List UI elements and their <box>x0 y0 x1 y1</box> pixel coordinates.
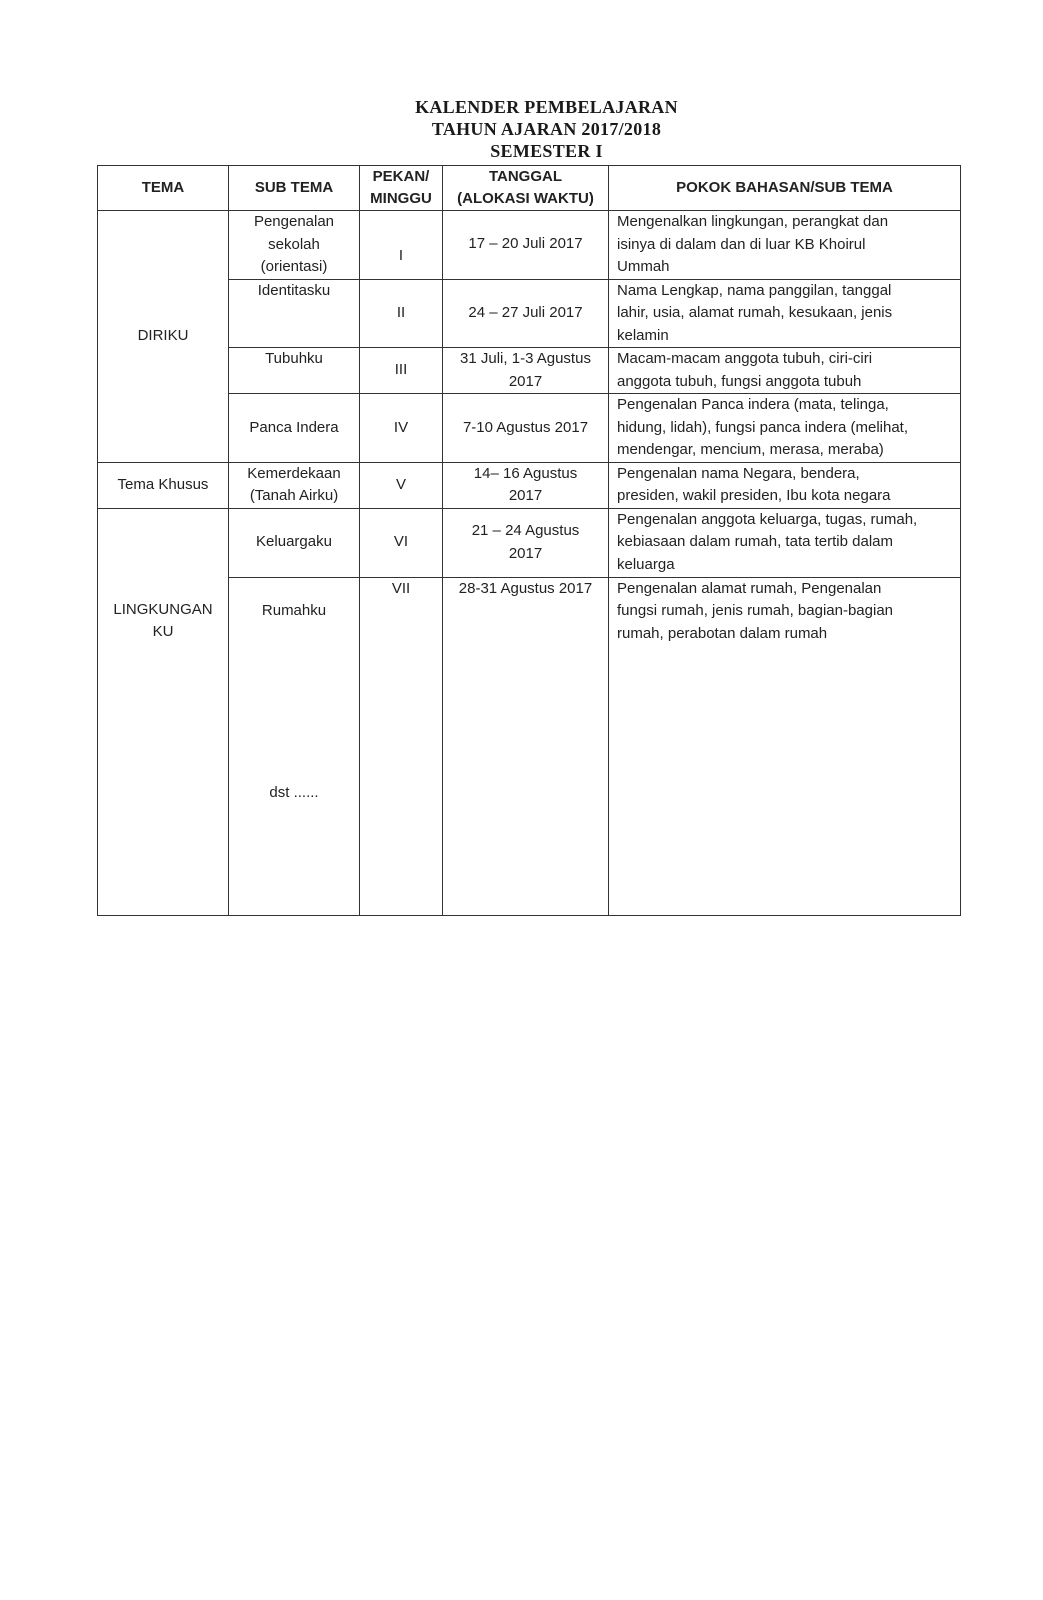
pokok-line: mendengar, mencium, merasa, meraba) <box>617 441 884 458</box>
pokok-line: Mengenalkan lingkungan, perangkat dan <box>617 213 889 230</box>
pokok-cell <box>609 577 961 915</box>
pokok-line: hidung, lidah), fungsi panca indera (melihat, <box>617 418 909 436</box>
pokok-cell <box>609 348 961 394</box>
sub-tema-cell <box>229 348 360 394</box>
pokok-cell <box>609 279 961 348</box>
sub-tema-line: Tubuhku <box>265 350 323 367</box>
pekan-cell: I <box>360 211 443 280</box>
header-pokok: POKOK BAHASAN/SUB TEMA <box>609 166 961 211</box>
pokok-cell <box>609 394 961 463</box>
sub-tema-line: sekolah <box>268 235 320 253</box>
calendar-table <box>97 165 961 916</box>
pokok-line: Pengenalan alamat rumah, Pengenalan <box>617 579 882 597</box>
sub-tema-cell <box>229 462 360 508</box>
tanggal-line: 7-10 Agustus 2017 <box>462 418 589 436</box>
title-line-3: SEMESTER I <box>490 141 603 161</box>
tanggal-cell <box>443 508 609 577</box>
pokok-line: kebiasaan dalam rumah, tata tertib dalam <box>617 533 893 550</box>
header-tanggal-line-2: (ALOKASI WAKTU) <box>457 190 594 207</box>
pekan-cell: II <box>360 279 443 348</box>
sub-tema-cell <box>229 394 360 463</box>
pokok-line: anggota tubuh, fungsi anggota tubuh <box>617 372 862 390</box>
tanggal-cell <box>443 211 609 280</box>
tanggal-cell <box>443 348 609 394</box>
sub-tema-cell <box>229 279 360 348</box>
tanggal-line: 14– 16 Agustus <box>473 464 578 482</box>
pekan-cell: V <box>360 462 443 508</box>
sub-tema-continuation: dst ...... <box>269 784 319 801</box>
table-row <box>98 462 961 508</box>
header-row <box>98 166 961 211</box>
pokok-cell <box>609 508 961 577</box>
header-pekan-line-1: PEKAN/ <box>372 168 430 185</box>
tanggal-line: 31 Juli, 1-3 Agustus <box>460 350 591 367</box>
header-pekan-line-2: MINGGU <box>370 190 432 207</box>
pekan-cell: IV <box>360 394 443 463</box>
pokok-cell <box>609 462 961 508</box>
tema-lingkungan <box>98 508 229 915</box>
tema-diriku: DIRIKU <box>98 211 229 463</box>
header-tanggal <box>443 166 609 211</box>
title-line-2: TAHUN AJARAN 2017/2018 <box>431 119 662 139</box>
tanggal-line: 17 – 20 Juli 2017 <box>468 235 583 252</box>
pokok-line: rumah, perabotan dalam rumah <box>617 624 828 642</box>
sub-tema-line: Rumahku <box>261 601 327 619</box>
pokok-line: fungsi rumah, jenis rumah, bagian-bagian <box>617 602 893 619</box>
pokok-line: Pengenalan anggota keluarga, tugas, rumah, <box>617 510 918 528</box>
sub-tema-line: Panca Indera <box>249 418 339 436</box>
pekan-cell: VII <box>360 577 443 915</box>
tema-khusus: Tema Khusus <box>98 462 229 508</box>
pokok-cell <box>609 211 961 280</box>
header-tema: TEMA <box>98 166 229 211</box>
tanggal-cell <box>443 462 609 508</box>
header-sub-tema: SUB TEMA <box>229 166 360 211</box>
sub-tema-line: (orientasi) <box>260 258 328 275</box>
pekan-cell: III <box>360 348 443 394</box>
title-line-1: KALENDER PEMBELAJARAN <box>415 97 678 117</box>
pokok-line: Pengenalan Panca indera (mata, telinga, <box>617 396 889 413</box>
tanggal-cell <box>443 577 609 915</box>
sub-tema-cell <box>229 508 360 577</box>
pokok-line: Pengenalan nama Negara, bendera, <box>617 464 860 482</box>
header-pekan <box>360 166 443 211</box>
tanggal-line: 24 – 27 Juli 2017 <box>468 304 583 321</box>
pokok-line: Ummah <box>617 258 670 275</box>
pokok-line: Nama Lengkap, nama panggilan, tanggal <box>617 281 892 299</box>
sub-tema-line: Pengenalan <box>253 213 335 230</box>
tema-lingkungan-line: LINGKUNGAN <box>113 600 213 618</box>
pokok-line: Macam-macam anggota tubuh, ciri-ciri <box>617 350 873 367</box>
header-tanggal-line-1: TANGGAL <box>488 168 563 185</box>
table-row <box>98 508 961 577</box>
sub-tema-line: (Tanah Airku) <box>249 487 339 504</box>
sub-tema-cell <box>229 577 360 915</box>
pokok-line: lahir, usia, alamat rumah, kesukaan, jenis <box>617 304 893 321</box>
pokok-line: kelamin <box>617 326 669 344</box>
tanggal-cell <box>443 279 609 348</box>
pokok-line: isinya di dalam dan di luar KB Khoirul <box>617 235 866 253</box>
sub-tema-line: Identitasku <box>257 281 331 299</box>
tanggal-line: 2017 <box>508 372 543 390</box>
pokok-line: keluarga <box>617 555 675 573</box>
tanggal-line: 2017 <box>508 487 543 504</box>
tanggal-line: 2017 <box>508 544 543 562</box>
document-title <box>0 96 1043 162</box>
sub-tema-cell <box>229 211 360 280</box>
tanggal-line: 21 – 24 Agustus <box>471 522 580 539</box>
tanggal-line: 28-31 Agustus 2017 <box>458 579 593 597</box>
pokok-line: presiden, wakil presiden, Ibu kota negara <box>617 487 891 504</box>
sub-tema-line: Kemerdekaan <box>247 464 341 482</box>
table-row <box>98 211 961 280</box>
tanggal-cell <box>443 394 609 463</box>
sub-tema-line: Keluargaku <box>256 533 332 551</box>
pekan-cell: VI <box>360 508 443 577</box>
tema-lingkungan-line: KU <box>152 623 174 640</box>
